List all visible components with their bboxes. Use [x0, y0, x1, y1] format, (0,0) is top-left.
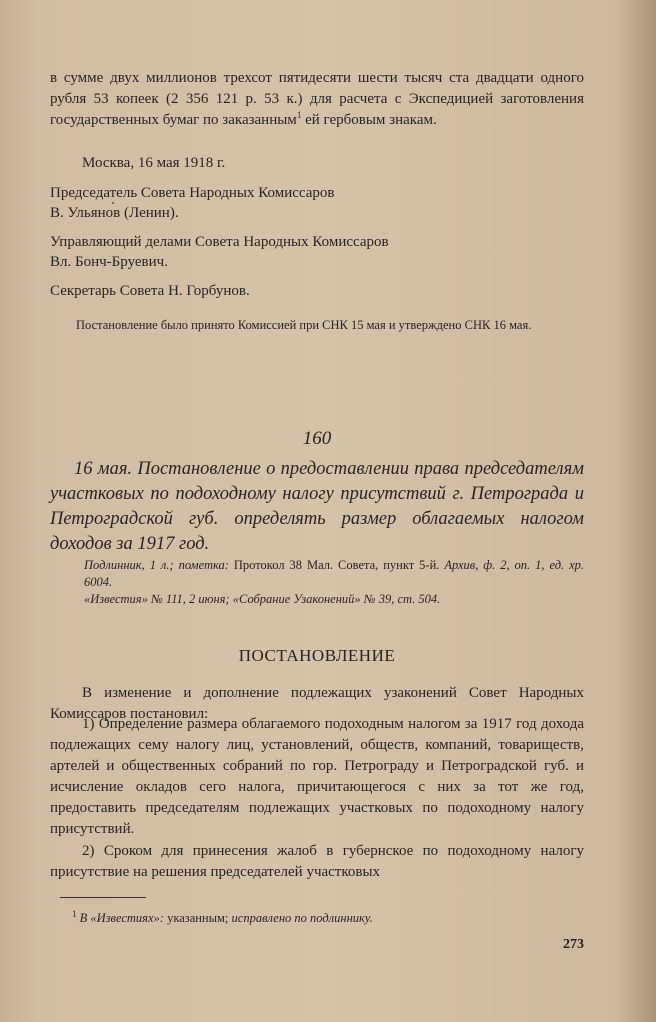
intro-paragraph [50, 68, 584, 131]
footnote-label: В «Известиях»: [76, 911, 164, 925]
paragraph-point-1: 1) Определение размера облагаемого подоходным налогом за 1917 год дохода подлежащих сему налогу лиц, установлений, обществ, компаний, товариществ, артелей и общественных собраний по гор. Петрограду и Петроградской губ. и исчисление окладов сего налога, причитающегося с них за тот же год, предоставить председателям подлежащих участковых по подоходному налогу присутствий. [50, 716, 584, 837]
source-original-text: Протокол 38 Мал. Совета, пункт 5-й. [228, 558, 440, 572]
intro-text: в сумме двух миллионов трехсот пятидесяти шести тысяч ста двадцати одного рубля 53 копеек (2 356 121 р. 53 к.) для расчета с Экспедицией заготовления государственных бумаг по заказанным [50, 70, 584, 128]
signature-name-manager: Вл. Бонч-Бруевич. [50, 254, 168, 270]
page-number: 273 [563, 937, 584, 952]
source-original-label: Подлинник, 1 л.; пометка: [84, 558, 229, 572]
source-note [84, 557, 584, 608]
footnote [72, 908, 592, 926]
footnote-word: указанным; [163, 911, 229, 925]
adoption-note: Постановление было принято Комиссией при СНК 15 мая и утверждено СНК 16 мая. [76, 318, 532, 332]
signature-name-chairman: В. Ульянов (Ленин). [50, 205, 179, 221]
paragraph-preamble: В изменение и дополнение подлежащих узаконений Совет Народных Комиссаров постановил: [50, 685, 584, 722]
signature-secretary: Секретарь Совета Н. Горбунов. [50, 283, 250, 299]
document-number: 160 [302, 428, 332, 449]
source-publications: «Известия» № 111, 2 июня; «Собрание Узаконений» № 39, ст. 504. [84, 592, 441, 606]
signature-title-manager: Управляющий делами Совета Народных Комиссаров [50, 234, 389, 250]
document-title: 16 мая. Постановление о предоставлении права председателям участковых по подоходному налогу присутствий г. Петрограда и Петроградской губ. определять размер облагаемых налогом доходов за 1917 год. [50, 459, 584, 554]
signature-title-chairman: Председатель Совета Народных Комиссаров [50, 185, 335, 201]
footnote-reference: 1 [296, 110, 302, 120]
footnote-correction: исправлено по подлиннику. [228, 911, 373, 925]
intro-text-end: ей гербовым знакам. [301, 112, 437, 128]
place-date: Москва, 16 мая 1918 г. [82, 155, 226, 171]
footnote-mark: 1 [72, 908, 77, 919]
paragraph-point-2: 2) Сроком для принесения жалоб в губернское по подоходному налогу присутствие на решения председателей участковых [50, 843, 584, 880]
source-archive: Архив, ф. 2, оп. 1, ед. хр. 6004. [84, 558, 585, 589]
section-heading: ПОСТАНОВЛЕНИЕ [238, 646, 396, 665]
footnote-divider [60, 897, 146, 898]
